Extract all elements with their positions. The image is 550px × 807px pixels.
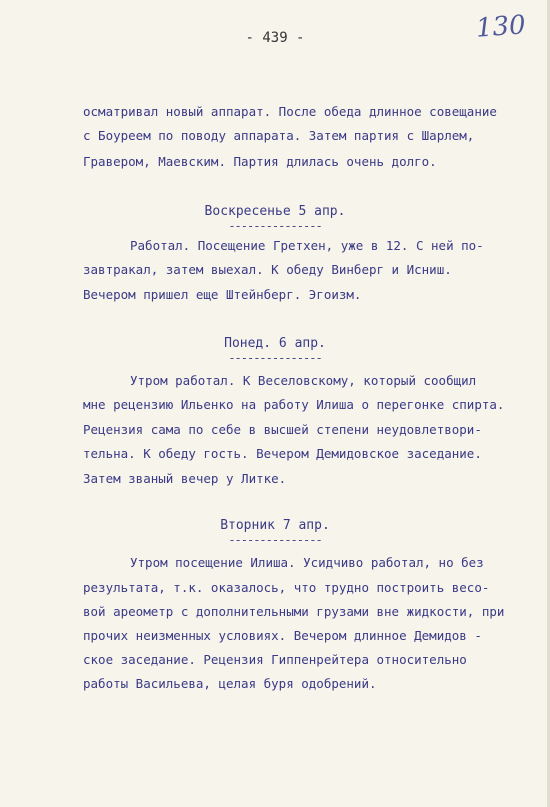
- text-line: результата, т.к. оказалось, что трудно построить весо-: [83, 580, 490, 595]
- text-line: работы Васильева, целая буря одобрений.: [83, 676, 377, 691]
- archive-folio-stamp: 130: [475, 10, 527, 44]
- text-line: осматривал новый аппарат. После обеда длинное совещание: [83, 104, 497, 119]
- text-line: Рецензия сама по себе в высшей степени неудовлетвори-: [83, 422, 482, 437]
- text-line: с Боуреем по поводу аппарата. Затем партия с Шарлем,: [83, 128, 475, 143]
- text-line: вой ареометр с дополнительными грузами вне жидкости, при: [83, 604, 505, 619]
- heading-underline: ---------------: [228, 219, 322, 233]
- page-number: - 439 -: [245, 30, 305, 46]
- heading-underline: ---------------: [228, 351, 322, 365]
- text-line: Вечером пришел еще Штейнберг. Эгоизм.: [83, 287, 362, 302]
- text-line: тельна. К обеду гость. Вечером Демидовское заседание.: [83, 446, 482, 461]
- text-line: Гравером, Маевским. Партия длилась очень долго.: [83, 154, 437, 169]
- text-line: Работал. Посещение Гретхен, уже в 12. С ней по-: [130, 238, 484, 253]
- text-line: прочих неизменных условиях. Вечером длинное Демидов -: [83, 628, 482, 643]
- entry-heading: Вторник 7 апр.: [220, 518, 330, 533]
- entry-heading: Понед. 6 апр.: [224, 336, 326, 351]
- text-line: мне рецензию Ильенко на работу Илиша о перегонке спирта.: [83, 397, 505, 412]
- text-line: завтракал, затем выехал. К обеду Винберг и Исниш.: [83, 262, 452, 277]
- text-line: Утром посещение Илиша. Усидчиво работал, но без: [130, 555, 484, 570]
- text-line: Утром работал. К Веселовскому, который сообщил: [130, 373, 477, 388]
- text-line: Затем званый вечер у Литке.: [83, 471, 287, 486]
- text-line: ское заседание. Рецензия Гиппенрейтера относительно: [83, 652, 467, 667]
- heading-underline: ---------------: [228, 533, 322, 547]
- entry-heading: Воскресенье 5 апр.: [204, 204, 346, 219]
